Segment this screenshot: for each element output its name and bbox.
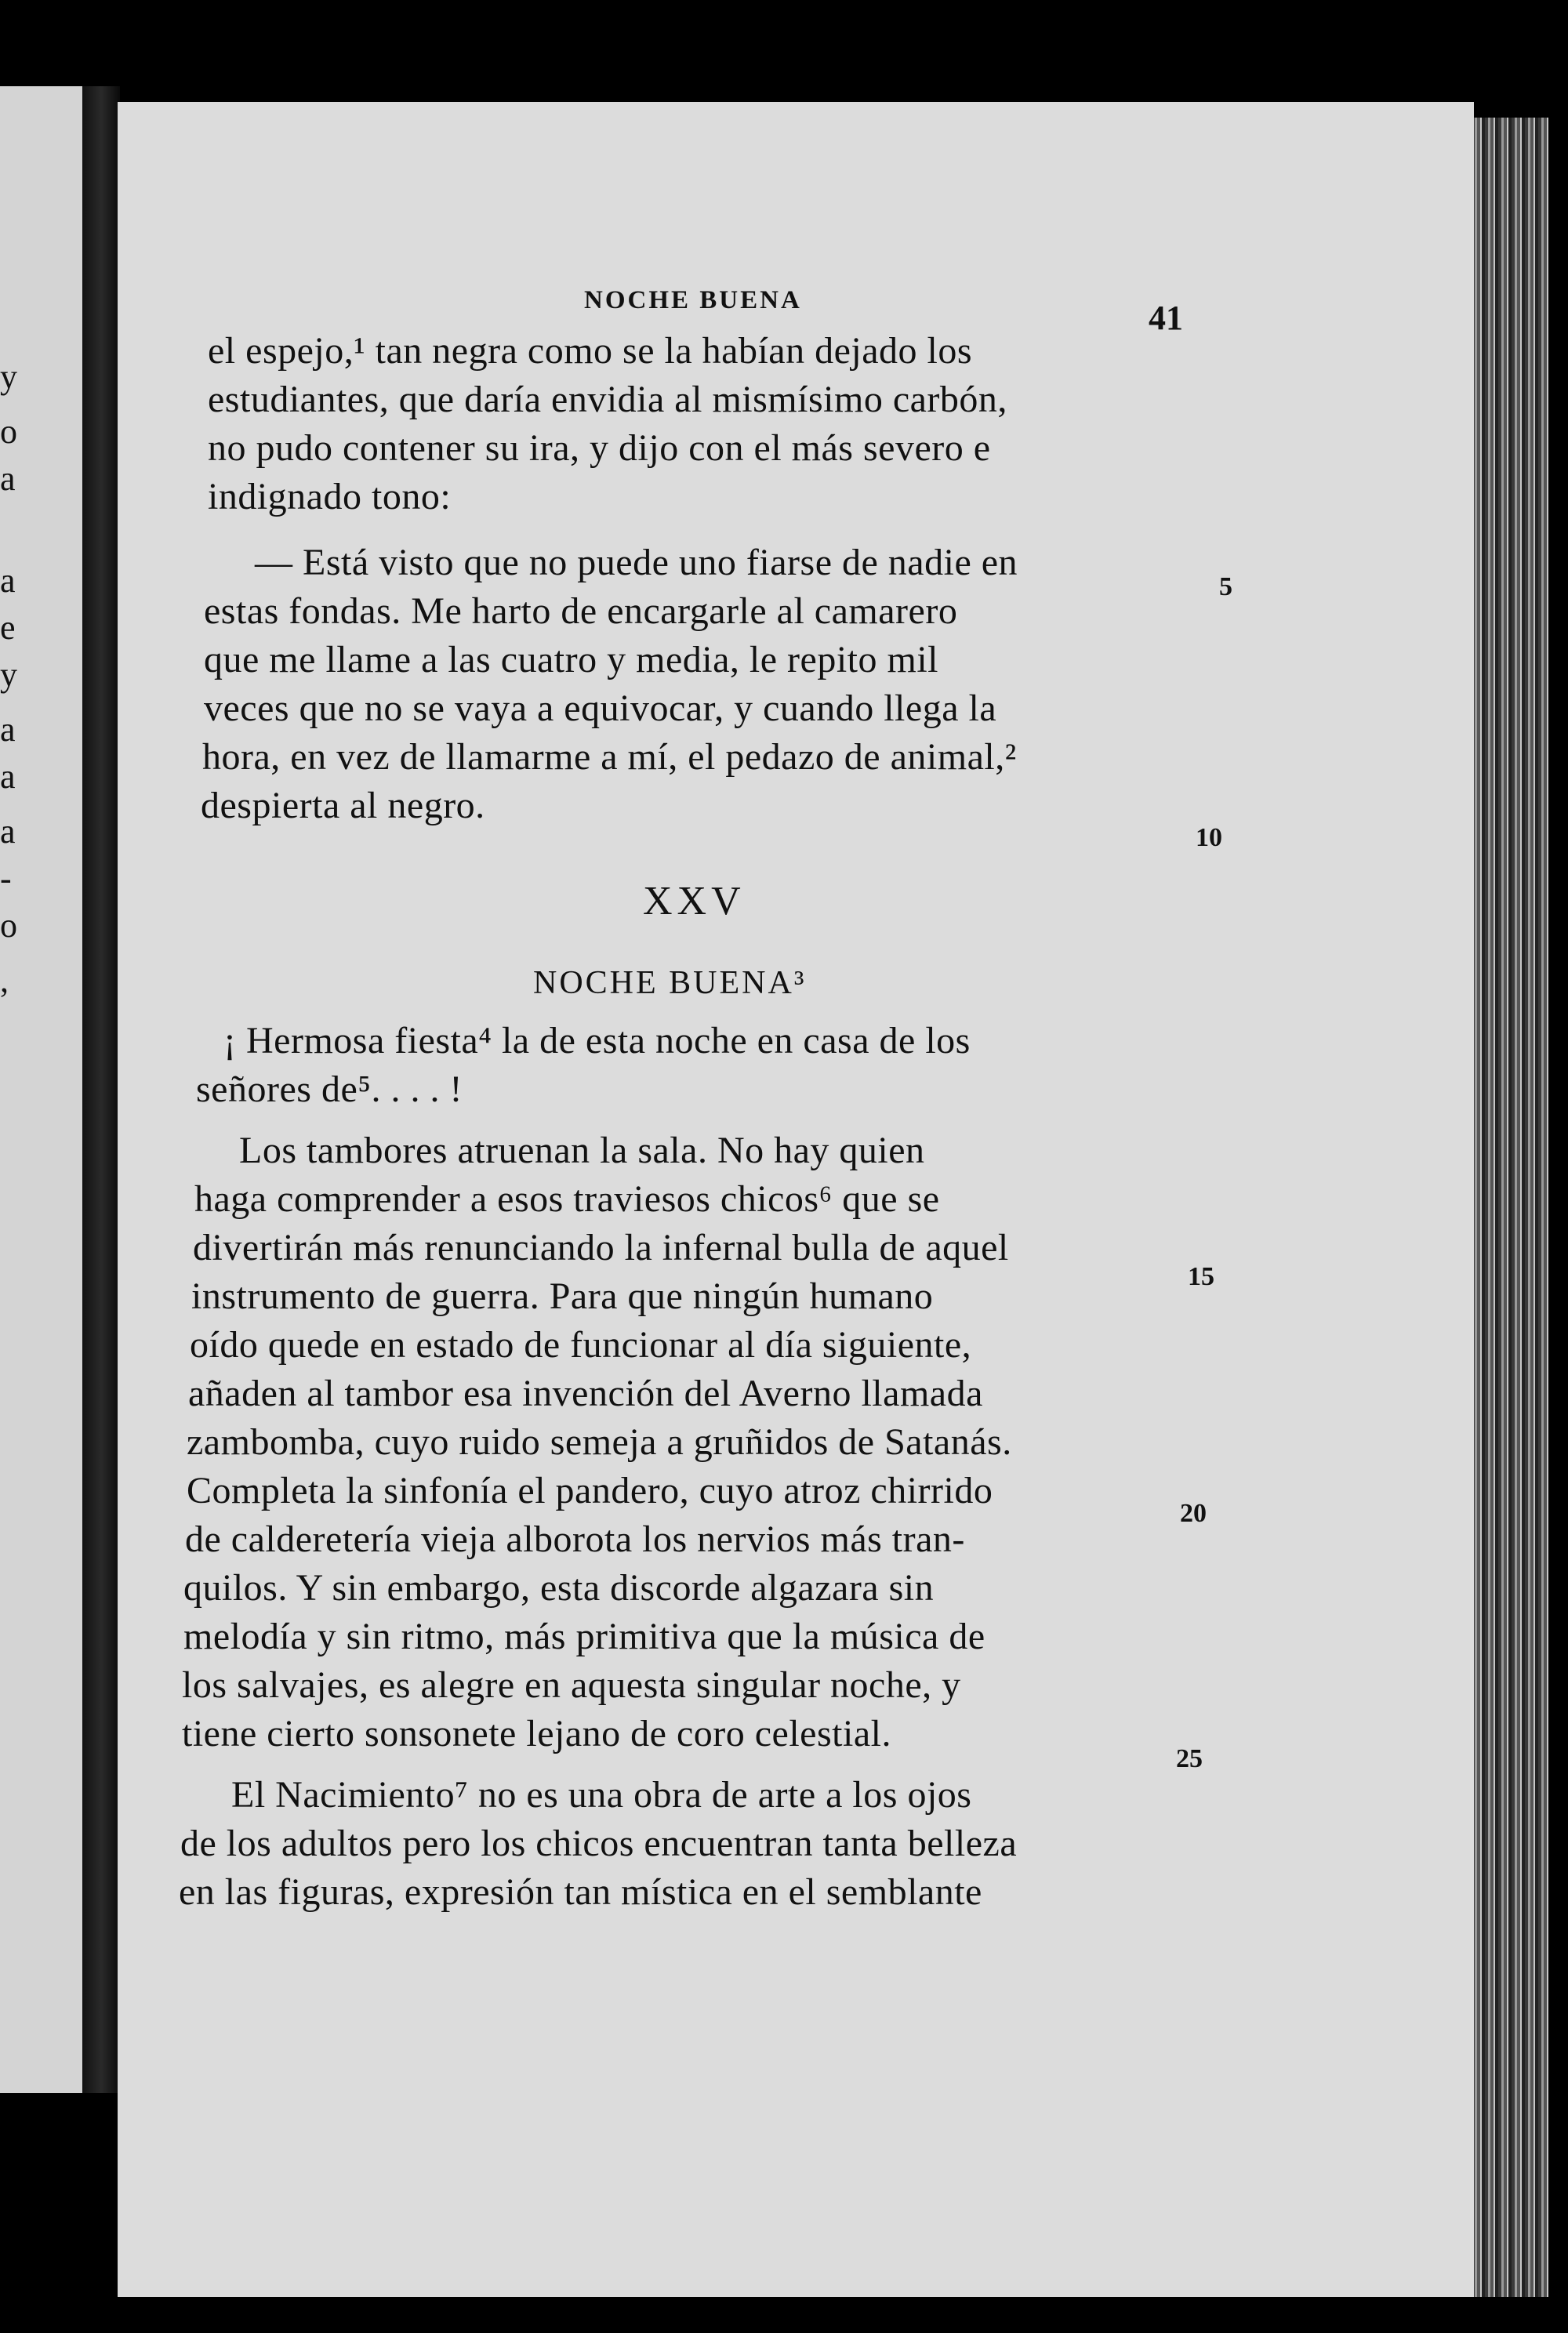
fragment: a xyxy=(0,561,16,600)
chapter-number: XXV xyxy=(643,879,746,923)
text-line: hora, en vez de llamarme a mí, el pedazo de animal,² xyxy=(202,736,1017,778)
text-line: señores de⁵. . . . ! xyxy=(196,1069,463,1110)
line-number-20: 20 xyxy=(1180,1499,1207,1528)
line-number-10: 10 xyxy=(1196,823,1222,852)
line-number-25: 25 xyxy=(1176,1744,1203,1773)
line-number-5: 5 xyxy=(1219,572,1232,601)
fragment: o xyxy=(0,412,17,451)
fragment: a xyxy=(0,757,16,796)
text-line: que me llame a las cuatro y media, le repito mil xyxy=(204,639,939,680)
text-line: haga comprender a esos traviesos chicos⁶ que se xyxy=(194,1178,940,1220)
text-line: Completa la sinfonía el pandero, cuyo atroz chirrido xyxy=(187,1470,993,1511)
fragment: y xyxy=(0,655,17,694)
text-line: no pudo contener su ira, y dijo con el más severo e xyxy=(208,427,991,469)
text-line: estas fondas. Me harto de encargarle al camarero xyxy=(204,590,958,632)
text-line: tiene cierto sonsonete lejano de coro celestial. xyxy=(182,1713,891,1754)
text-line: quilos. Y sin embargo, esta discorde algazara sin xyxy=(183,1567,935,1609)
running-head: NOCHE BUENA xyxy=(584,286,802,314)
text-line: — Está visto que no puede uno fiarse de nadie en xyxy=(255,542,1018,583)
fragment: e xyxy=(0,608,16,647)
text-line: indignado tono: xyxy=(208,476,452,517)
text-line: en las figuras, expresión tan mística en el semblante xyxy=(179,1871,982,1913)
text-line: los salvajes, es alegre en aquesta singular noche, y xyxy=(182,1664,961,1706)
text-line: ¡ Hermosa fiesta⁴ la de esta noche en casa de los xyxy=(223,1020,971,1061)
text-line: de calderetería vieja alborota los nervios más tran- xyxy=(185,1518,965,1560)
text-line: de los adultos pero los chicos encuentran tanta belleza xyxy=(180,1823,1018,1864)
text-line: Los tambores atruenan la sala. No hay quien xyxy=(239,1130,925,1171)
fragment: y xyxy=(0,357,17,396)
chapter-title: NOCHE BUENA³ xyxy=(533,965,807,1001)
text-line: estudiantes, que daría envidia al mismísimo carbón, xyxy=(208,379,1007,420)
page-number: 41 xyxy=(1149,299,1183,337)
fragment: , xyxy=(0,961,9,1000)
fragment: o xyxy=(0,906,17,945)
fragment: a xyxy=(0,459,16,498)
fragment: - xyxy=(0,859,12,898)
text-line: melodía y sin ritmo, más primitiva que la música de xyxy=(183,1616,985,1657)
text-line: zambomba, cuyo ruido semeja a gruñidos de Satanás. xyxy=(187,1421,1012,1463)
text-line: oído quede en estado de funcionar al día siguiente, xyxy=(190,1324,972,1366)
text-line: despierta al negro. xyxy=(201,785,485,826)
text-line: veces que no se vaya a equivocar, y cuando llega la xyxy=(204,688,997,729)
text-line: el espejo,¹ tan negra como se la habían dejado los xyxy=(208,330,973,372)
fragment: a xyxy=(0,812,16,851)
line-number-15: 15 xyxy=(1188,1262,1214,1291)
text-line: añaden al tambor esa invención del Averno llamada xyxy=(188,1373,983,1414)
text-line: instrumento de guerra. Para que ningún humano xyxy=(191,1275,934,1317)
fragment: a xyxy=(0,710,16,749)
text-line: divertirán más renunciando la infernal bulla de aquel xyxy=(193,1227,1009,1268)
text-line: El Nacimiento⁷ no es una obra de arte a los ojos xyxy=(231,1774,972,1816)
